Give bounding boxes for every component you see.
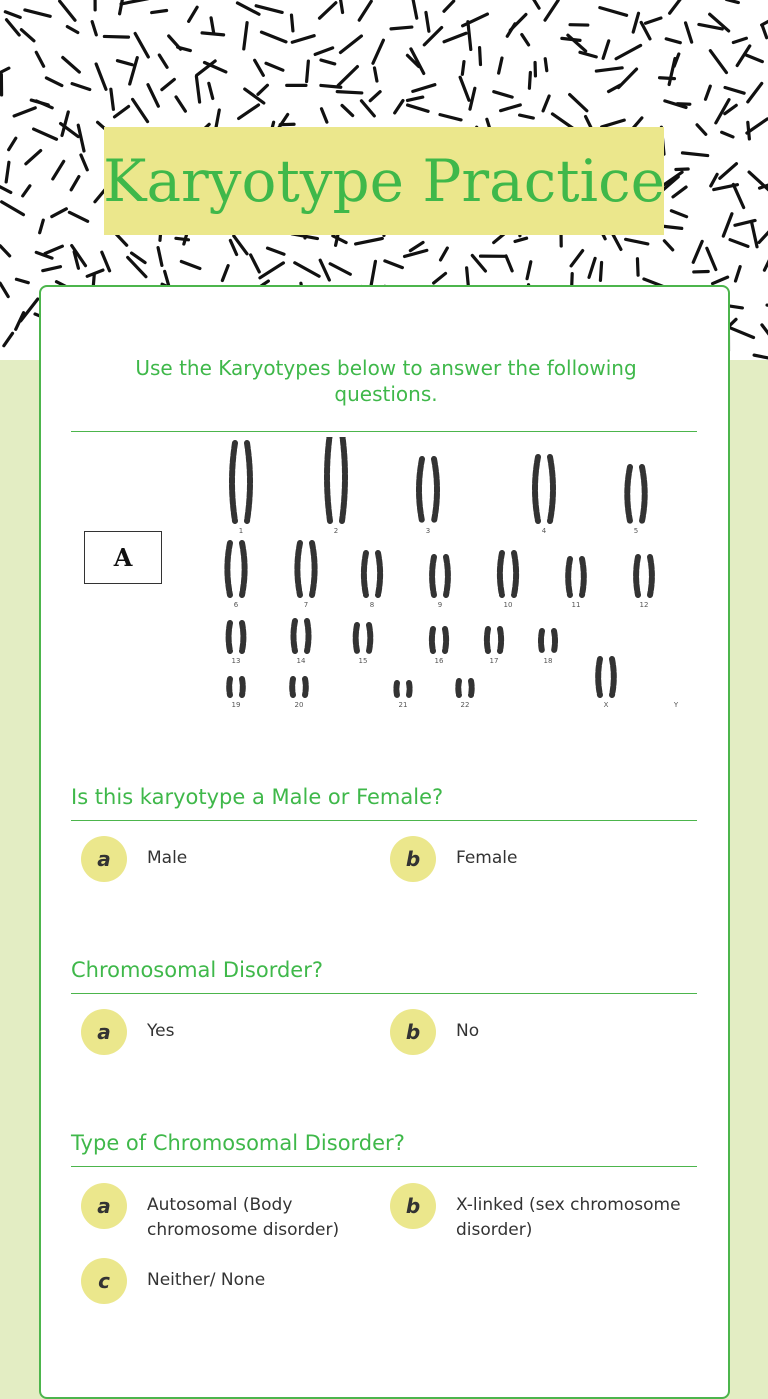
pattern-dash (69, 212, 87, 221)
chromosome (292, 679, 293, 695)
pattern-dash (60, 1, 75, 20)
pattern-dash (21, 299, 38, 321)
chromosome (242, 679, 243, 695)
chromosome-number-label: 13 (232, 657, 241, 665)
chromosome-number-label: 3 (426, 527, 430, 535)
pattern-dash (706, 86, 711, 99)
pattern-dash (361, 101, 374, 116)
chromosome-number-label: X (604, 701, 609, 709)
pattern-dash (307, 61, 309, 81)
pattern-dash (211, 18, 214, 33)
pattern-dash (472, 255, 485, 271)
pattern-dash (470, 88, 475, 109)
pattern-dash (467, 268, 469, 286)
chromosome (297, 543, 300, 595)
chromosome (229, 623, 230, 651)
pattern-dash (258, 85, 267, 94)
pattern-dash (729, 327, 754, 337)
pattern-dash (266, 63, 283, 70)
pattern-dash (499, 58, 502, 73)
chromosome (294, 621, 296, 651)
chromosome (598, 659, 600, 695)
chromosome (327, 437, 330, 521)
pattern-dash (67, 27, 77, 33)
chromosome (642, 467, 645, 521)
pattern-dash (374, 68, 376, 81)
chromosome-number-label: 19 (232, 701, 241, 709)
pattern-dash (25, 10, 50, 16)
pattern-dash (711, 174, 717, 186)
option-text: Neither/ None (147, 1258, 377, 1293)
divider (71, 820, 697, 821)
pattern-dash (260, 263, 283, 278)
pattern-dash (494, 234, 504, 242)
option-letter-badge: a (81, 1183, 127, 1229)
pattern-dash (725, 87, 744, 93)
pattern-dash (733, 38, 746, 42)
chromosome (247, 443, 250, 521)
pattern-dash (9, 138, 16, 149)
pattern-dash (52, 209, 67, 217)
chromosome (434, 459, 437, 521)
pattern-dash (407, 97, 422, 100)
pattern-dash (530, 0, 539, 8)
pattern-dash (152, 11, 167, 13)
divider (71, 1166, 697, 1167)
pattern-dash (239, 105, 259, 118)
pattern-dash (603, 41, 609, 58)
pattern-dash (589, 258, 595, 277)
pattern-dash (81, 155, 87, 170)
pattern-dash (391, 27, 412, 29)
pattern-dash (209, 83, 213, 98)
pattern-dash (133, 99, 148, 121)
pattern-dash (321, 60, 335, 64)
chromosome-number-label: 5 (634, 527, 638, 535)
pattern-dash (4, 333, 13, 345)
pattern-dash (480, 48, 481, 65)
pattern-dash (441, 248, 448, 260)
chromosome (582, 559, 584, 595)
chromosome (307, 621, 309, 651)
pattern-dash (395, 101, 403, 113)
pattern-dash (196, 76, 199, 102)
pattern-dash (707, 248, 716, 269)
instructions-text: Use the Karyotypes below to answer the following questions. (111, 355, 661, 407)
chromosome (396, 683, 397, 695)
chromosome (432, 629, 433, 651)
pattern-dash (295, 263, 319, 276)
chromosome-number-label: 15 (359, 657, 368, 665)
pattern-dash (613, 235, 621, 250)
pattern-dash (26, 151, 41, 164)
pattern-dash (616, 45, 641, 58)
pattern-dash (682, 153, 707, 156)
pattern-dash (568, 35, 586, 51)
pattern-dash (45, 246, 62, 253)
pattern-dash (330, 264, 350, 275)
pattern-dash (117, 61, 132, 65)
chromosome (409, 683, 410, 695)
pattern-dash (726, 0, 738, 3)
chromosome-number-label: 12 (640, 601, 649, 609)
pattern-dash (671, 211, 686, 217)
option-letter-badge: a (81, 836, 127, 882)
pattern-dash (320, 260, 329, 280)
pattern-dash (321, 85, 341, 87)
pattern-dash (320, 3, 336, 18)
pattern-dash (2, 202, 24, 215)
pattern-dash (162, 79, 174, 89)
pattern-dash (413, 0, 417, 18)
chromosome-number-label: 18 (544, 657, 553, 665)
question-3-option-b[interactable] (390, 1183, 686, 1243)
pattern-dash (34, 129, 57, 139)
chromosome (356, 625, 357, 651)
chromosome (514, 553, 516, 595)
question-3-text: Type of Chromosomal Disorder? (71, 1131, 405, 1155)
pattern-dash (673, 187, 686, 197)
pattern-dash (92, 22, 96, 35)
title-box (104, 127, 664, 235)
chromosome (550, 457, 553, 521)
pattern-dash (752, 223, 757, 247)
pattern-dash (370, 92, 380, 101)
chromosome (419, 459, 422, 521)
pattern-dash (7, 20, 20, 35)
pattern-dash (674, 54, 679, 66)
pattern-dash (693, 241, 702, 262)
pattern-dash (494, 92, 512, 97)
pattern-dash (463, 14, 488, 26)
pattern-dash (444, 33, 466, 42)
pattern-dash (543, 96, 549, 111)
chromosome (636, 557, 638, 595)
pattern-dash (340, 0, 342, 12)
chromosome-number-label: 8 (370, 601, 374, 609)
pattern-dash (315, 48, 332, 55)
pattern-dash (602, 120, 625, 127)
pattern-dash (759, 222, 768, 242)
pattern-dash (268, 248, 284, 254)
question-2-option-b[interactable] (390, 1009, 686, 1055)
pattern-dash (115, 106, 129, 116)
karyotype-image (196, 437, 706, 727)
pattern-dash (426, 12, 429, 31)
pattern-dash (189, 7, 197, 21)
chromosome-number-label: 22 (461, 701, 470, 709)
pattern-dash (202, 33, 224, 35)
pattern-dash (527, 262, 531, 279)
pattern-dash (641, 22, 650, 38)
pattern-dash (337, 92, 362, 93)
page-title: Karyotype Practice (103, 147, 665, 215)
chromosome (650, 557, 652, 595)
chromosome-number-label: 2 (334, 527, 338, 535)
chromosome (541, 631, 542, 651)
chromosome-number-label: 10 (504, 601, 513, 609)
pattern-dash (340, 36, 361, 53)
pattern-dash (291, 15, 292, 31)
pattern-dash (63, 58, 80, 73)
pattern-dash (764, 254, 768, 270)
pattern-dash (176, 97, 185, 111)
chromosome (229, 679, 230, 695)
pattern-dash (338, 67, 357, 86)
pattern-dash (71, 177, 79, 190)
pattern-dash (720, 164, 737, 179)
pattern-dash (633, 13, 638, 32)
chromosome-number-label: 6 (234, 601, 239, 609)
pattern-dash (666, 39, 680, 43)
pattern-dash (600, 8, 627, 16)
option-text: Female (456, 836, 686, 871)
pattern-dash (571, 251, 583, 266)
pattern-dash (748, 122, 750, 139)
pattern-dash (730, 240, 748, 247)
pattern-dash (664, 241, 672, 250)
pattern-dash (762, 325, 768, 339)
option-letter-badge: b (390, 1183, 436, 1229)
chromosome-number-label: 14 (297, 657, 306, 665)
pattern-dash (148, 85, 158, 106)
pattern-dash (255, 60, 264, 75)
chromosome (242, 623, 243, 651)
pattern-dash (0, 283, 8, 296)
pattern-dash (637, 259, 638, 276)
pattern-dash (697, 125, 706, 135)
pattern-dash (53, 161, 64, 179)
pattern-dash (580, 52, 596, 57)
chromosome-number-label: 9 (438, 601, 442, 609)
pattern-dash (43, 267, 61, 271)
option-text: Autosomal (Body chromosome disorder) (147, 1183, 377, 1243)
chromosome (500, 629, 501, 651)
pattern-dash (72, 84, 90, 90)
pattern-dash (222, 266, 228, 281)
chromosome-number-label: 7 (304, 601, 308, 609)
chromosome (445, 629, 446, 651)
pattern-dash (552, 114, 572, 128)
pattern-dash (408, 105, 428, 111)
pattern-dash (40, 220, 44, 233)
pattern-dash (686, 23, 692, 42)
pattern-dash (713, 277, 728, 283)
chromosome-number-label: 21 (399, 701, 408, 709)
pattern-dash (723, 214, 732, 236)
chromosome (432, 557, 434, 595)
pattern-dash (135, 33, 148, 56)
pattern-dash (385, 261, 402, 268)
pattern-dash (710, 51, 726, 73)
option-text: X-linked (sex chromosome disorder) (456, 1183, 686, 1243)
chromosome-number-label: 16 (435, 657, 444, 665)
pattern-dash (36, 101, 52, 108)
pattern-dash (444, 1, 454, 11)
question-1-option-a[interactable] (81, 836, 377, 882)
pattern-dash (462, 62, 464, 75)
pattern-dash (256, 6, 282, 13)
figure-label: A (84, 531, 162, 584)
question-1-option-b[interactable] (390, 836, 686, 882)
chromosome-number-label: 20 (295, 701, 304, 709)
pattern-dash (596, 68, 622, 71)
chromosome (568, 559, 570, 595)
pattern-dash (36, 52, 43, 66)
pattern-dash (618, 69, 636, 88)
pattern-dash (762, 18, 768, 25)
pattern-dash (356, 238, 383, 243)
chromosome (554, 631, 555, 651)
pattern-dash (159, 55, 167, 67)
pattern-dash (111, 89, 114, 109)
pattern-dash (754, 355, 768, 358)
pattern-dash (16, 279, 28, 282)
pattern-dash (545, 59, 547, 71)
chromosome (471, 681, 472, 695)
pattern-dash (23, 186, 30, 196)
pattern-dash (181, 261, 200, 268)
pattern-dash (529, 72, 530, 88)
pattern-dash (96, 64, 106, 89)
divider (71, 431, 697, 432)
pattern-dash (660, 78, 675, 79)
option-letter-badge: b (390, 1009, 436, 1055)
pattern-dash (506, 256, 512, 271)
question-2-option-a[interactable] (81, 1009, 377, 1055)
pattern-dash (699, 24, 722, 29)
pattern-dash (102, 252, 110, 271)
option-letter-badge: c (81, 1258, 127, 1304)
pattern-dash (670, 0, 684, 13)
pattern-dash (5, 12, 20, 18)
pattern-dash (520, 115, 534, 118)
pattern-dash (176, 238, 188, 239)
pattern-dash (600, 262, 601, 280)
pattern-dash (733, 184, 743, 207)
chromosome-number-label: Y (673, 701, 679, 709)
chromosome (378, 553, 380, 595)
chromosome (242, 543, 245, 595)
pattern-dash (121, 0, 148, 4)
option-text: Male (147, 836, 377, 871)
pattern-dash (507, 24, 515, 36)
pattern-dash (132, 253, 146, 262)
pattern-dash (261, 32, 286, 42)
pattern-dash (244, 23, 247, 49)
pattern-dash (0, 246, 9, 256)
chromosome (232, 443, 235, 521)
option-letter-badge: b (390, 836, 436, 882)
chromosome-number-label: 1 (239, 527, 243, 535)
pattern-dash (14, 108, 35, 116)
pattern-dash (460, 77, 469, 100)
pattern-dash (468, 22, 471, 50)
pattern-dash (746, 55, 762, 61)
pattern-dash (748, 83, 762, 101)
pattern-dash (440, 115, 461, 120)
chromosome-number-label: 4 (542, 527, 547, 535)
chromosome (305, 679, 306, 695)
pattern-dash (373, 40, 383, 63)
divider (71, 993, 697, 994)
chromosome (446, 557, 448, 595)
pattern-dash (736, 267, 741, 281)
pattern-dash (292, 36, 314, 43)
pattern-dash (522, 35, 529, 45)
pattern-dash (78, 125, 84, 151)
chromosome (312, 543, 315, 595)
chromosome (458, 681, 459, 695)
question-3-option-a[interactable] (81, 1183, 377, 1243)
pattern-dash (515, 238, 527, 241)
chromosome (227, 543, 230, 595)
pattern-dash (342, 105, 353, 115)
pattern-dash (0, 183, 11, 192)
pattern-dash (410, 242, 423, 250)
pattern-dash (434, 273, 446, 283)
pattern-dash (722, 132, 733, 137)
pattern-dash (104, 36, 128, 37)
pattern-dash (570, 95, 587, 111)
option-letter-badge: a (81, 1009, 127, 1055)
question-3-option-c[interactable] (81, 1258, 377, 1304)
pattern-dash (6, 162, 9, 182)
question-1-text: Is this karyotype a Male or Female? (71, 785, 443, 809)
chromosome (487, 629, 488, 651)
chromosome (612, 659, 614, 695)
chromosome (369, 625, 370, 651)
pattern-dash (424, 28, 441, 45)
pattern-dash (545, 0, 558, 20)
pattern-dash (626, 239, 648, 244)
pattern-dash (322, 109, 327, 122)
pattern-dash (46, 78, 61, 86)
chromosome-number-label: 11 (572, 601, 581, 609)
pattern-dash (251, 255, 260, 272)
pattern-dash (158, 248, 162, 266)
pattern-dash (501, 105, 521, 111)
pattern-dash (413, 85, 435, 92)
pattern-dash (405, 250, 427, 256)
pattern-dash (762, 26, 766, 38)
option-text: Yes (147, 1009, 377, 1044)
pattern-dash (371, 261, 375, 286)
chromosome (342, 437, 345, 521)
pattern-dash (646, 18, 661, 23)
chromosome (627, 467, 630, 521)
chromosome-number-label: 17 (490, 657, 499, 665)
option-text: No (456, 1009, 686, 1044)
chromosome (500, 553, 502, 595)
pattern-dash (130, 58, 138, 84)
pattern-dash (230, 240, 236, 254)
worksheet-card (39, 285, 730, 1399)
chromosome (535, 457, 538, 521)
pattern-dash (21, 30, 34, 41)
chromosome (364, 553, 366, 595)
question-2-text: Chromosomal Disorder? (71, 958, 323, 982)
pattern-dash (359, 1, 371, 20)
